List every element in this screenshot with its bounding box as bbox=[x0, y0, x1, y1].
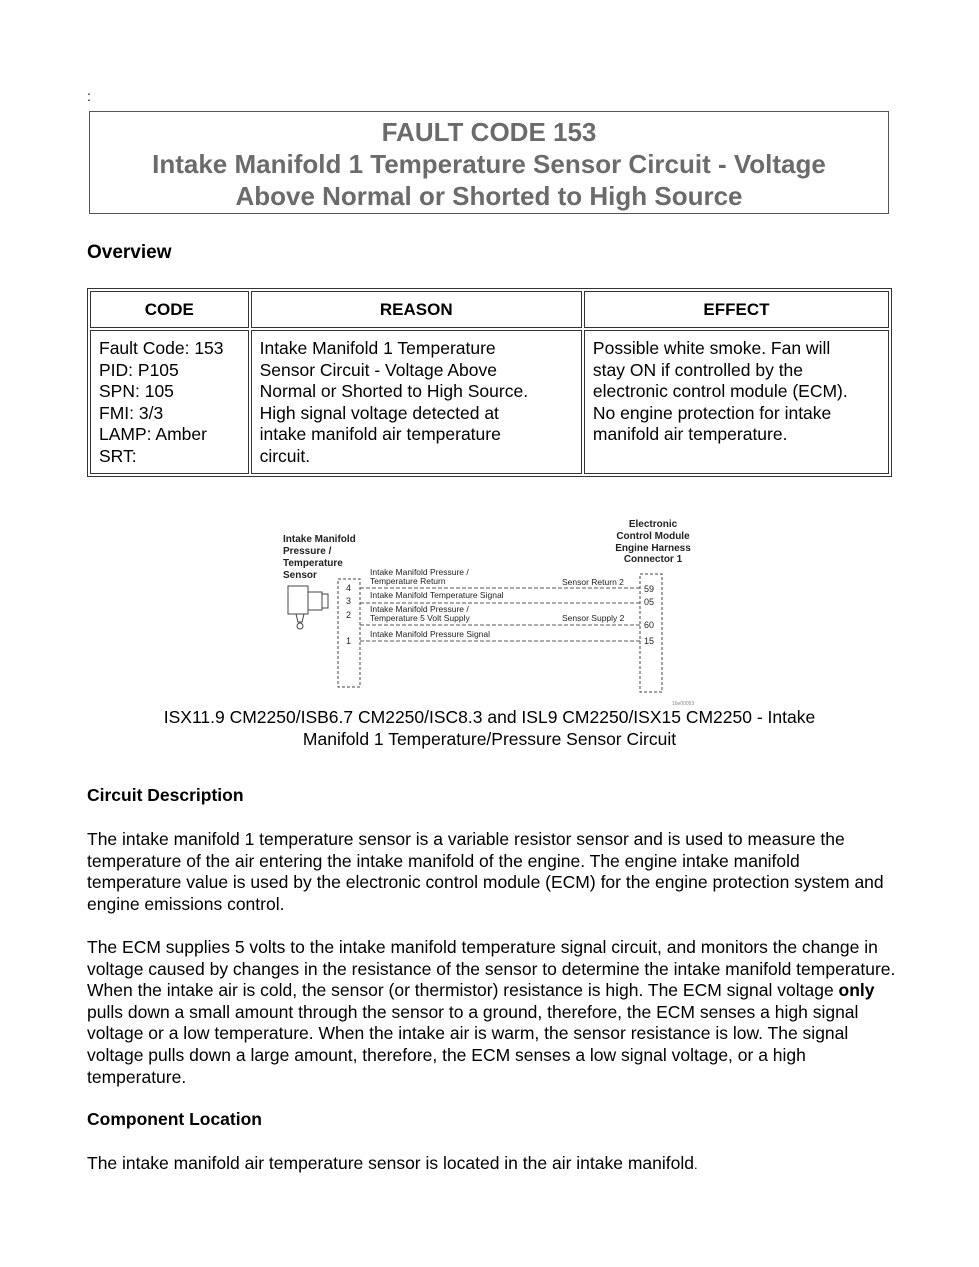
sensor-icon bbox=[288, 586, 328, 629]
component-location-sentence: The intake manifold air temperature sensor is located in the air intake manifold bbox=[87, 1153, 694, 1173]
figure-caption bbox=[87, 706, 892, 750]
wire-name-pressure-signal: Intake Manifold Pressure Signal bbox=[370, 629, 491, 639]
caption-line2: Manifold 1 Temperature/Pressure Sensor Circuit bbox=[302, 729, 677, 749]
sensor-label-line3: Temperature bbox=[283, 558, 343, 569]
ecm-label-line1: Electronic bbox=[628, 519, 678, 530]
table-header-row bbox=[90, 291, 889, 328]
effect-cell: Possible white smoke. Fan will stay ON if controlled by the electronic control module (ECM). No engine protection for intake manifold air temperature. bbox=[584, 330, 889, 474]
ecm-pin-15: 15 bbox=[644, 636, 655, 646]
wire-right-label-supply: Sensor Supply 2 bbox=[562, 613, 625, 623]
para2-text-before: The ECM supplies 5 volts to the intake manifold temperature signal circuit, and monitors the change in voltage caused by changes in the resistance of the sensor to determine the intake manifold temperature. When the intake air is cold, the sensor (or thermistor) resistance is high. The ECM signal voltage bbox=[87, 937, 896, 1001]
circuit-description-para2 bbox=[87, 937, 897, 1088]
circuit-description-heading: Circuit Description bbox=[87, 785, 244, 805]
wire-name-return-line1: Intake Manifold Pressure / bbox=[370, 567, 469, 577]
caption-line1: ISX11.9 CM2250/ISB6.7 CM2250/ISC8.3 and ISL9 CM2250/ISX15 CM2250 - Intake bbox=[163, 707, 816, 727]
para2-text-after: pulls down a small amount through the sensor to a ground, therefore, the ECM senses a high signal voltage or a low temperature. When the intake air is warm, the sensor resistance is low. The signal voltage pulls down a large amount, therefore, the ECM senses a low signal voltage, or a high temperature. bbox=[87, 1001, 859, 1087]
header-colon: : bbox=[87, 88, 91, 104]
component-location-text bbox=[87, 1153, 897, 1176]
title-description-line2: Above Normal or Shorted to High Source bbox=[235, 181, 743, 211]
ecm-label-line2: Control Module bbox=[616, 531, 690, 542]
sensor-pin-4: 4 bbox=[346, 583, 352, 593]
ecm-pin-59: 59 bbox=[644, 584, 655, 594]
reason-cell: Intake Manifold 1 Temperature Sensor Circuit - Voltage Above Normal or Shorted to High Source. High signal voltage detected at intake manifold air temperature circuit. bbox=[251, 330, 582, 474]
wire-right-label-return: Sensor Return 2 bbox=[562, 577, 624, 587]
wire-name-supply-line2: Temperature 5 Volt Supply bbox=[370, 613, 470, 623]
wire-name-supply-line1: Intake Manifold Pressure / bbox=[370, 604, 469, 614]
wire-name-temp-signal: Intake Manifold Temperature Signal bbox=[370, 590, 504, 600]
ecm-pin-05: 05 bbox=[644, 597, 655, 607]
title-box bbox=[89, 111, 889, 214]
ecm-pin-60: 60 bbox=[644, 620, 655, 630]
sensor-pin-2: 2 bbox=[346, 610, 352, 620]
column-header-effect: EFFECT bbox=[584, 291, 889, 328]
column-header-code: CODE bbox=[90, 291, 249, 328]
ecm-label-line4: Connector 1 bbox=[623, 554, 683, 565]
overview-table bbox=[87, 288, 892, 477]
sensor-pin-3: 3 bbox=[346, 596, 352, 606]
component-location-heading: Component Location bbox=[87, 1109, 262, 1129]
code-cell: Fault Code: 153 PID: P105 SPN: 105 FMI: 3/3 LAMP: Amber SRT: bbox=[90, 330, 249, 474]
para2-emphasis: only bbox=[838, 980, 875, 1001]
sensor-label-line4: Sensor bbox=[283, 570, 317, 581]
table-row bbox=[90, 330, 889, 474]
wire-name-return-line2: Temperature Return bbox=[370, 576, 446, 586]
ecm-label-line3: Engine Harness bbox=[615, 543, 691, 554]
overview-heading: Overview bbox=[87, 242, 172, 263]
column-header-reason: REASON bbox=[251, 291, 582, 328]
wiring-diagram bbox=[280, 514, 700, 709]
title-fault-code: FAULT CODE 153 bbox=[381, 117, 597, 147]
component-location-period: . bbox=[693, 1157, 698, 1172]
figure-id: 16e00053 bbox=[672, 701, 695, 707]
sensor-label-line2: Pressure / bbox=[283, 546, 332, 557]
title-description-line1: Intake Manifold 1 Temperature Sensor Circuit - Voltage bbox=[152, 149, 826, 179]
sensor-label-line1: Intake Manifold bbox=[283, 534, 356, 545]
sensor-pin-1: 1 bbox=[346, 636, 352, 646]
circuit-description-para1: The intake manifold 1 temperature sensor is a variable resistor sensor and is used to measure the temperature of the air entering the intake manifold of the engine. The engine intake manifold temperature value is used by the electronic control module (ECM) for the engine protection system and engine emissions control. bbox=[87, 829, 884, 914]
